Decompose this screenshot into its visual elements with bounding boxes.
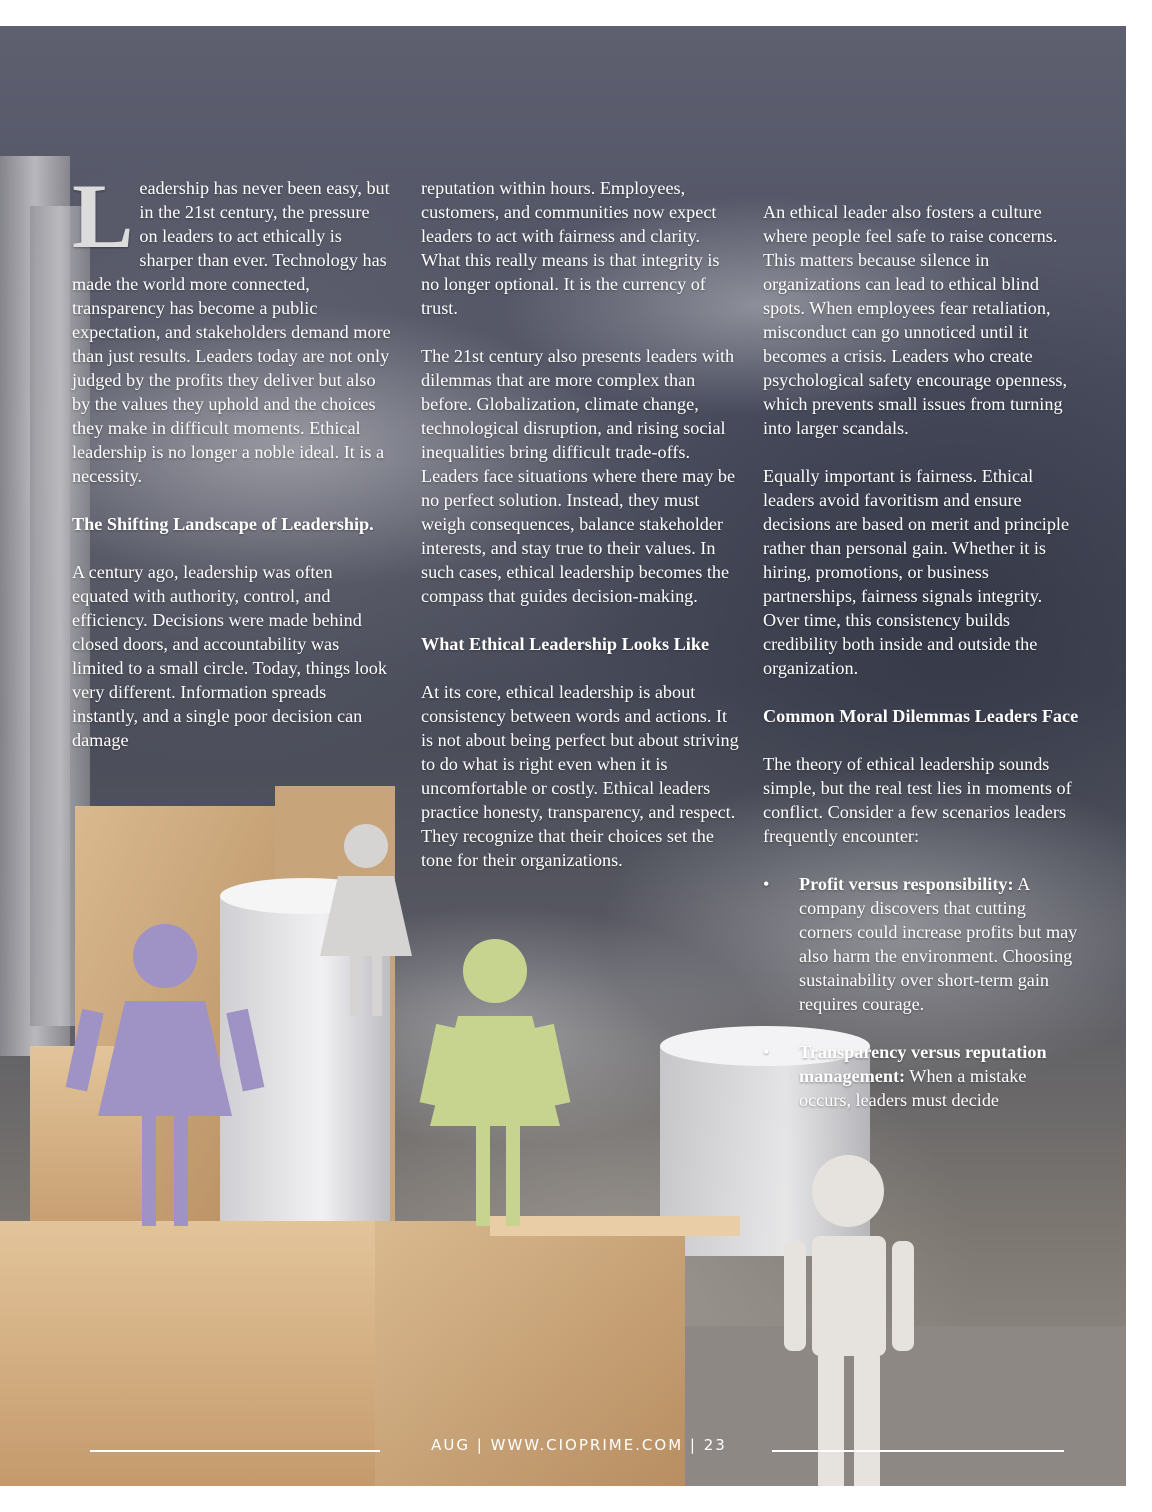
paragraph-fairness: Equally important is fairness. Ethical leaders avoid favoritism and ensure decisions are based on merit and principle rather than personal gain. Whether it is hiring, promotions, or business partnerships, fairness signals integrity. Over time, this consistency builds credibility both inside and outside the organization. [763,466,1070,678]
paragraph-century-ago: A century ago, leadership was often equated with authority, control, and efficiency. Decisions were made behind closed doors, and accountability was limited to a small circle. Today, things look very different. Information spreads instantly, and a single poor decision can damage [72,562,387,750]
paragraph-theory: The theory of ethical leadership sounds simple, but the real test lies in moments of conflict. Consider a few scenarios leaders frequently encounter: [763,754,1072,846]
column-3 [763,200,1083,1136]
scenario-list [763,872,1083,1112]
footer-text: AUG | WWW.CIOPRIME.COM | 23 [431,1436,727,1454]
paragraph-core: At its core, ethical leadership is about consistency between words and actions. It is not about being perfect but about striving to do what is right even when it is uncomfortable or costly. Ethical leaders practice honesty, transparency, and respect. They recognize that their choices set the tone for their organizations. [421,682,739,870]
column-2 [421,176,741,896]
bullet-icon: • [763,874,770,894]
bullet-icon: • [763,1042,770,1062]
footer-rule-right [772,1450,1064,1452]
section-heading-moral-dilemmas: Common Moral Dilemmas Leaders Face [763,706,1079,726]
paragraph-reputation: reputation within hours. Employees, customers, and communities now expect leaders to act with fairness and clarity. What this really means is that integrity is no longer optional. It is the currency of trust. [421,178,720,318]
list-item [763,872,1083,1016]
section-heading-ethical-looks-like: What Ethical Leadership Looks Like [421,634,710,654]
list-item-text: When a mistake occurs, leaders must decide [799,1066,1027,1110]
intro-text: eadership has never been easy, but in the 21st century, the pressure on leaders to act ethically is sharper than ever. Technology has made the world more connected, transparency has become a public expectation, and stakeholders demand more than just results. Leaders today are not only judged by the profits they deliver but also by the values they uphold and the choices they make in difficult moments. Ethical leadership is no longer a noble ideal. It is a necessity. [72,178,391,486]
intro-paragraph [72,165,392,488]
list-item [763,1040,1083,1112]
footer-rule-left [90,1450,380,1452]
drop-cap: L [72,165,134,267]
section-heading-shifting-landscape: The Shifting Landscape of Leadership. [72,514,374,534]
paragraph-dilemmas: The 21st century also presents leaders with dilemmas that are more complex than before. Globalization, climate change, technological disruption, and rising social inequalities bring difficult trade-offs. Leaders face situations where there may be no perfect solution. Instead, they must weigh consequences, balance stakeholder interests, and stay true to their values. In such cases, ethical leadership becomes the compass that guides decision-making. [421,346,736,606]
list-item-label: Profit versus responsibility: [799,874,1014,894]
paragraph-culture: An ethical leader also fosters a culture where people feel safe to raise concerns. This matters because silence in organizations can lead to ethical blind spots. When employees fear retaliation, misconduct can go unnoticed until it becomes a crisis. Leaders who create psychological safety encourage openness, which prevents small issues from turning into larger scandals. [763,202,1068,438]
page-footer [0,1434,1126,1464]
list-item-text: A company discovers that cutting corners could increase profits but may also harm the environment. Choosing sustainability over short-term gain requires courage. [799,874,1078,1014]
list-item-label: Transparency versus reputation management: [799,1042,1047,1086]
magazine-page [0,26,1126,1486]
column-1 [72,165,392,776]
